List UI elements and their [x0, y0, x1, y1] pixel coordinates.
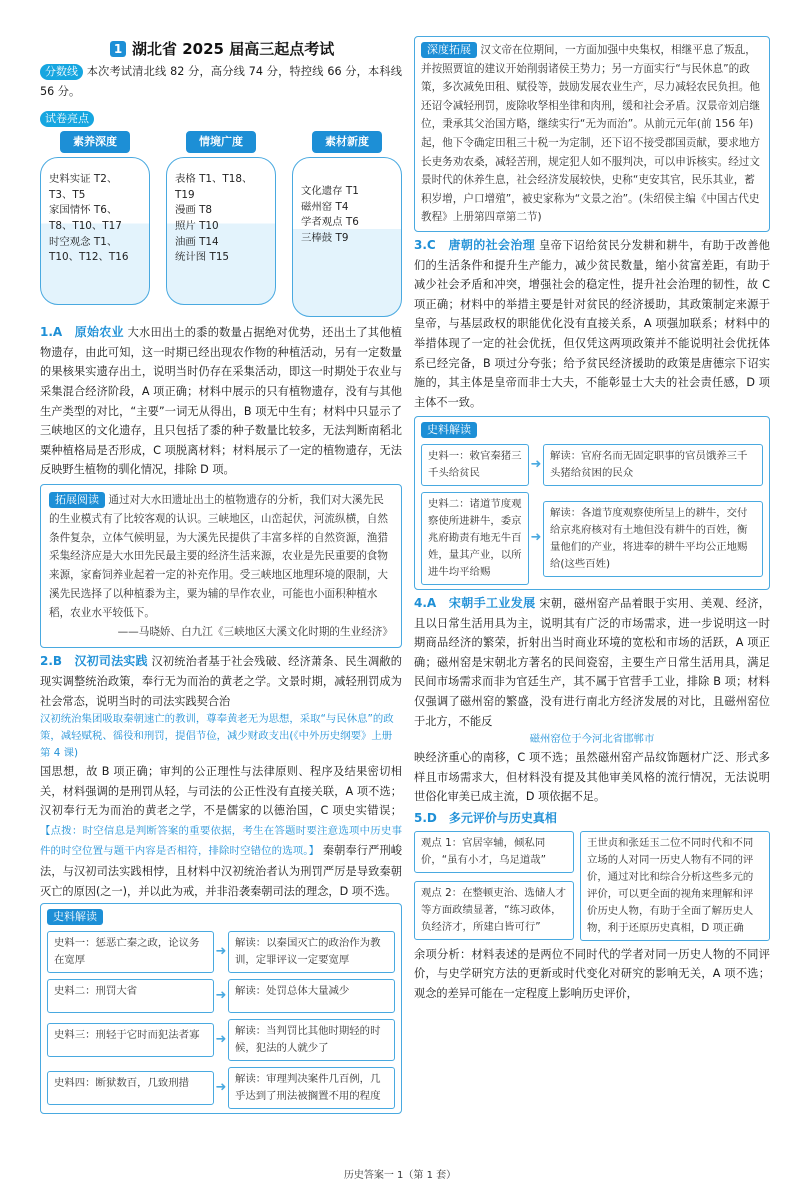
answer-3 — [414, 236, 770, 412]
jar-lid: 情境广度 — [186, 131, 256, 153]
jar-lid: 素材新度 — [312, 131, 382, 153]
jar-novelty — [292, 131, 402, 317]
jar-line: 时空观念 T1、 — [49, 235, 118, 248]
extended-reading-box — [40, 484, 402, 648]
view-1: 观点 1：官居宰辅，倾私同价，“虽有小才，乌足道哉” — [414, 831, 574, 873]
title-text: 湖北省 2025 届高三起点考试 — [132, 40, 335, 58]
answer-4-text-1: 宋朝，磁州窑产品着眼于实用、美观、经济，且以日常生活用具为主，说明其有广泛的市场需求，进一步说明这一时期商品经济的繁荣，折射出当时商业环境的宽松和市场的活跃，A 项正确；磁州窑是宋朝北方著名的民间瓷窑，主要生产日常生活用具，满足民间市场需求而非为官廷生产，其不属于官营手工业，排除 B 项；材料仅强调了磁州窑的繁盛，没有进行南北方经济发展的对比，且磁州窑位于北方，不能反 — [414, 597, 770, 728]
right-column — [414, 36, 770, 1003]
answer-2-text-1: 汉初统治者基于社会残破、经济萧条、民生凋敝的现实调整统治政策，奉行无为而治的黄老之学。文景时期，减轻刑罚成为社会常态，说明当时的司法实践契合治 — [40, 655, 402, 708]
jar-breadth — [166, 131, 276, 317]
page-title — [110, 38, 334, 59]
jar-lid: 素养深度 — [60, 131, 130, 153]
jar-line: 油画 T14 — [175, 235, 219, 248]
answer-2-note-2: 【点拨：时空信息是判断答案的重要依据，考生在答题时要注意选项中历史事件的时空位置与题干内容是否相符，排除时空错位的选项。】 — [40, 824, 402, 858]
jar-body — [166, 157, 276, 305]
extended-reading-cite: ——马晓娇、白九江《三峡地区大溪文化时期的生业经济》 — [117, 625, 393, 638]
source-cell: 史料一：惩恶亡秦之政，论议务在宽厚 — [47, 931, 214, 973]
jar-line: T10、T12、T16 — [49, 251, 129, 264]
arrow-icon: ➜ — [215, 1079, 227, 1095]
source-reading-box-3 — [414, 416, 770, 590]
deep-extension-tag: 深度拓展 — [421, 42, 477, 58]
jar-depth — [40, 131, 150, 317]
score-text: 本次考试清北线 82 分，高分线 74 分，特控线 66 分，本科线 56 分。 — [40, 65, 402, 98]
source-cell: 史料二：刑罚大省 — [47, 979, 214, 1013]
jar-line: T19 — [175, 188, 195, 201]
answer-2-cont — [40, 762, 402, 901]
answer-4-note: 磁州窑位于今河北省邯郸市 — [529, 733, 655, 746]
answer-2-head: 2.B 汉初司法实践 — [40, 654, 148, 669]
source-cell: 史料一：敕官秦猪三千头给贫民 — [421, 444, 529, 486]
deep-extension-box — [414, 36, 770, 232]
score-line — [40, 62, 402, 101]
jar-line: 三棒鼓 T9 — [301, 231, 349, 244]
source-cell: 史料四：断狱数百，几致刑措 — [47, 1071, 214, 1105]
reading-cell: 解读：以秦国灭亡的政治作为教训，定罪评议一定要宽厚 — [228, 931, 395, 973]
jar-line: 文化遗存 T1 — [301, 185, 359, 198]
answer-5-rest: 余项分析：材料表述的是两位不同时代的学者对同一历史人物的不同评价，与史学研究方法的更新或时代变化对研究的影响无关，A 项不选；观念的差异可能在一定程度上影响历史评价， — [414, 947, 770, 1000]
arrow-icon: ➜ — [215, 1031, 227, 1047]
reading-cell: 解读：当判罚比其他时期轻的时候，犯法的人就少了 — [228, 1019, 395, 1061]
extended-reading-tag: 拓展阅读 — [49, 492, 105, 508]
reading-cell: 解读：各道节度观察使所呈上的耕牛，交付给京兆府核对有土地但没有耕牛的百姓，衡量他们的产业，将进奉的耕牛平均公正地赐给(这些百姓) — [543, 501, 763, 577]
answer-2-text-2: 国思想，故 B 项正确；审判的公正理性与法律原则、程序及结果密切相关，材料强调的是刑罚从轻，与司法的公正性没有直接关联，A 项不选；汉初奉行无为而治的黄老之学，不是儒家的以德治国，C 项史实错误； — [40, 765, 402, 818]
source-reading-box-2 — [40, 903, 402, 1114]
extended-reading-text: 通过对大水田遗址出土的植物遗存的分析，我们对大溪先民的生业模式有了比较客观的认识。三峡地区，山峦起伏，河流纵横，自然条件复杂，立体气候明显，为大溪先民提供了丰富多样的自然资源，渔猎采集经济应是大水田先民最主要的经济生活来源，农业是先民重要的食物来源，家畜饲养业起着一定的补充作用。受三峡地区地理环境的限制，大溪先民选择了以种植黍为主，粟为辅的旱作农业，可能也小面积种植水稻，农业水平较低下。 — [49, 493, 388, 619]
answer-4-head: 4.A 宋朝手工业发展 — [414, 596, 536, 611]
answer-2-text-3: 秦朝奉行严刑峻法，与汉初司法实践相悖，且材料中汉初统治者认为刑罚严厉是导致秦朝灭亡的原因(之一)，并以此为戒，并非沿袭秦朝司法的理念，D 项不选。 — [40, 844, 402, 898]
answer-2 — [40, 652, 402, 711]
answer-5-title: 5.D 多元评价与历史真相 — [414, 811, 557, 826]
jar-body — [292, 157, 402, 317]
arrow-icon: ➜ — [530, 530, 542, 546]
highlights — [40, 107, 402, 317]
source-reading-tag: 史料解读 — [421, 422, 477, 438]
footer: 历史答案一 1（第 1 套） — [343, 1170, 457, 1181]
highlights-tag: 试卷亮点 — [40, 111, 94, 127]
jar-line: 磁州窑 T4 — [301, 200, 349, 213]
left-column — [40, 62, 402, 1114]
deep-extension-text: 汉文帝在位期间，一方面加强中央集权，相继平息了叛乱，并按照贾谊的建议开始削弱诸侯王势力；另一方面实行“与民休息”的政策，多次减免田租、赋役等，鼓励发展农业生产，尽力减轻农民负担。他还诏令减轻刑罚，废除收孥相坐律和肉刑，缓和社会矛盾。汉景帝刘启继位，秉承其父治国方略，继续实行“无为而治”。从前元元年(前 156 年)起，他下令确定田租三十税一为定制，还下诏不接受郡国贡献，要求地方长吏务劝农桑，减轻苦刑，规定犯人如不服判决，可以申诉核实。经过文景时代的休养生息，社会经济发展较快，史称“吏安其官，民乐其业，蓄积岁增，户口增殖”，被史家称为“文景之治”。(朱绍侯主编《中国古代史教程》上册第四章第二节) — [421, 44, 760, 224]
answer-3-head: 3.C 唐朝的社会治理 — [414, 237, 536, 252]
reading-cell: 解读：处罚总体大量减少 — [228, 979, 395, 1013]
source-grid — [421, 444, 763, 585]
answer-1 — [40, 323, 402, 480]
jar-line: 史料实证 T2、 — [49, 173, 118, 186]
answer-2-note-1: 汉初统治集团吸取秦朝速亡的教训，尊奉黄老无为思想，采取“与民休息”的政策，减轻赋税、徭役和刑罚，提倡节俭，减少财政支出(《中外历史纲要》上册第 4 课) — [40, 713, 394, 760]
answer-1-text: 大水田出土的黍的数量占据绝对优势，还出土了其他植物遗存，由此可知，这一时期已经出现农作物的种植活动，另有一定数量的果核果实遗存出土，说明当时仍存在采集活动，即这一时期处于农业与采集混合经济阶段，A 项正确；材料中展示的只有植物遗存，没有与其他生产类型的对比，“主要”一词无从得出，B 项无中生有；材料中只显示了三峡地区的文化遗存，且只包括了黍的种子数量比较多，无法判断南稻北粟种植格局是否形成，C 项脱离材料；材料展示了一定的植物遗存，无法反映野生植物的驯化情况，排除 D 项。 — [40, 326, 402, 477]
arrow-icon: ➜ — [530, 456, 542, 472]
arrow-icon: ➜ — [215, 987, 227, 1003]
jar-line: 统计图 T15 — [175, 251, 230, 264]
jar-line: T8、T10、T17 — [49, 219, 122, 232]
answer-4 — [414, 594, 770, 731]
answer-3-text: 皇帝下诏给贫民分发耕和耕牛，有助于改善他们的生活条件和提升生产能力，减少贫民数量，缩小贫富差距，有助于减少社会矛盾和冲突，增强社会的稳定性，提升社会治理的韧性，故 C 项正确；材料中的举措主要是针对贫民的经济援助，其政策制定来源于皇帝，与基层政权的职能优化没有直接关系，A 项强加联系；材料中的举措体现了一定的社会优抚，但仅凭这两项政策并不能说明社会优抚体系已经完备，B 项过分夸张；给予贫民经济援助的政策是唐德宗下诏实施的，其主体是皇帝而非士大夫，不能彰显士大夫的社会责任感，D 项主体不一致。 — [414, 238, 770, 409]
jar-line: 漫画 T8 — [175, 204, 213, 217]
view-2: 观点 2：在整顿吏治、选储人才等方面政绩显著，“练习政体，负经济才，所建白皆可行” — [414, 881, 574, 940]
source-cell: 史料二：诸道节度观察使所进耕牛，委京兆府勘责有地无牛百姓，量其产业，以所进牛均平给赐 — [421, 492, 529, 585]
jar-line: 照片 T10 — [175, 219, 219, 232]
answer-4-text-2: 映经济重心的南移，C 项不选；虽然磁州窑产品纹饰题材广泛、形式多样且市场需求大，但材料没有提及其他审美风格的流行情况，无法说明世俗化审美已成主流，D 项依据不足。 — [414, 751, 770, 804]
jar-body — [40, 157, 150, 305]
answer-1-head: 1.A 原始农业 — [40, 325, 124, 340]
answer-5-views — [414, 831, 770, 941]
reading-cell: 解读：审理判决案件几百例，几乎达到了刑法被搁置不用的程度 — [228, 1067, 395, 1109]
arrow-icon: ➜ — [215, 943, 227, 959]
views-stack — [414, 831, 574, 941]
answer-5-right: 王世贞和张廷玉二位不同时代和不同立场的人对同一历史人物有不同的评价，通过对比和综合分析这些多元的评价，可以更全面的视角来理解和评价历史人物，有助于全面了解历史人物，利于还原历史真相，D 项正确 — [580, 831, 770, 941]
answer-5-head — [414, 809, 770, 829]
source-cell: 史料三：刑轻于它时而犯法者寡 — [47, 1023, 214, 1057]
jar-line: 家国情怀 T6、 — [49, 204, 118, 217]
title-number: 1 — [110, 41, 126, 57]
jar-line: 学者观点 T6 — [301, 216, 359, 229]
score-tag: 分数线 — [40, 64, 83, 80]
jar-row — [40, 131, 402, 317]
source-grid — [47, 931, 395, 1109]
jar-line: 表格 T1、T18、 — [175, 173, 253, 186]
reading-cell: 解读：官府名而无固定职事的官员饿养三千头猪给贫困的民众 — [543, 444, 763, 486]
jar-line: T3、T5 — [49, 188, 86, 201]
source-reading-tag: 史料解读 — [47, 909, 103, 925]
